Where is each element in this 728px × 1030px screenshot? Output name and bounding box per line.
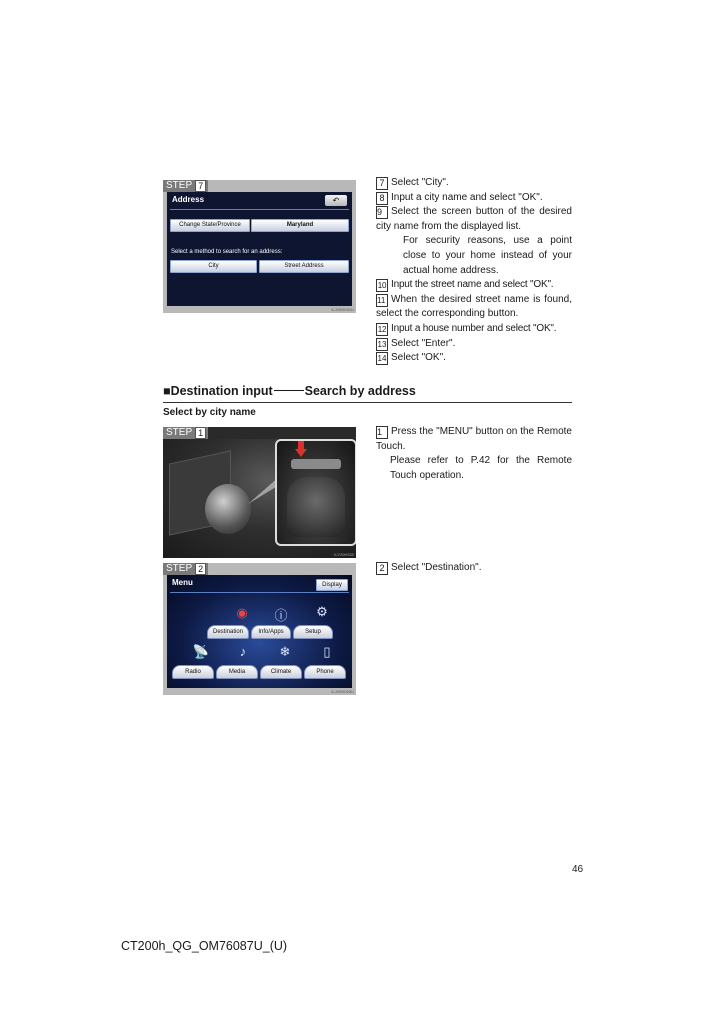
step-12: 12 Input a house number and select "OK".	[377, 322, 557, 334]
step-b2: 2 Select "Destination".	[376, 561, 572, 576]
phone-button[interactable]: Phone	[304, 665, 346, 679]
step7-screenshot	[163, 180, 356, 313]
steps-list	[376, 176, 572, 366]
radio-antenna-icon: 📡	[192, 644, 210, 659]
step-13: 13 Select "Enter".	[377, 337, 456, 349]
step2-screenshot	[163, 563, 356, 695]
state-value: Maryland	[251, 219, 349, 232]
climate-seat-icon: ❄	[279, 644, 291, 659]
divider	[170, 592, 349, 593]
remote-touch-photo	[163, 439, 356, 558]
method-prompt: Select a method to search for an address:	[171, 249, 283, 255]
section-bullet: ■	[163, 384, 171, 398]
menu-title: Menu	[172, 578, 193, 587]
step-b1: 1 Press the "MENU" button on the Remote Touch. Please refer to P.42 for the Remote Touch operation.	[376, 425, 572, 483]
step-10: 10 Input the street name and select "OK".	[377, 279, 554, 291]
setup-button[interactable]: Setup	[293, 625, 333, 639]
image-code: ILY20H330	[334, 552, 354, 557]
divider	[170, 209, 349, 210]
step1-photo	[163, 427, 356, 558]
image-code: ILJ0SH031U	[331, 307, 354, 312]
step-number: 2	[195, 563, 206, 575]
back-button[interactable]	[325, 195, 347, 206]
info-icon: ⓘ	[274, 608, 288, 623]
down-arrow-icon	[295, 441, 307, 457]
display-button[interactable]: Display	[316, 579, 348, 591]
back-arrow-icon: ↶	[332, 196, 340, 205]
subheading: Select by city name	[163, 407, 256, 418]
menu-screen	[167, 575, 352, 688]
street-address-button[interactable]: Street Address	[259, 260, 349, 273]
zoom-inset	[275, 439, 356, 546]
step-7: 7 Select "City".	[376, 176, 572, 191]
step-number: 7	[195, 180, 206, 192]
menu-button-highlight	[291, 459, 341, 469]
setup-gear-icon: ⚙	[316, 604, 328, 619]
phone-icon: ▯	[323, 644, 331, 659]
page-number: 46	[572, 864, 584, 875]
destination-pin-icon: ◉	[236, 605, 248, 620]
step-badge: STEP 1	[163, 427, 208, 439]
section-heading: ■Destination input Search by address	[163, 384, 416, 398]
step-14: 14 Select "OK".	[377, 352, 446, 364]
step-9: 9 Select the screen button of the desired city name from the displayed list.	[376, 206, 572, 232]
image-code: ILJ0SH028U	[331, 689, 354, 694]
radio-button[interactable]: Radio	[172, 665, 214, 679]
media-button[interactable]: Media	[216, 665, 258, 679]
step-badge: STEP 2	[163, 563, 208, 575]
step-b1-note: Please refer to P.42 for the Remote Touch operation.	[390, 455, 572, 481]
step-badge: STEP 7	[163, 180, 208, 192]
footer-code: CT200h_QG_OM76087U_(U)	[121, 939, 288, 953]
address-screen	[167, 192, 352, 306]
change-state-button[interactable]: Change State/Province	[170, 219, 250, 232]
city-button[interactable]: City	[170, 260, 257, 273]
info-apps-button[interactable]: Info/Apps	[251, 625, 291, 639]
climate-button[interactable]: Climate	[260, 665, 302, 679]
destination-button[interactable]: Destination	[207, 625, 249, 639]
section-rule	[163, 402, 572, 403]
step-9-note: For security reasons, use a point close to your home instead of your actual home address.	[403, 235, 572, 276]
screen-title: Address	[172, 195, 205, 204]
media-note-icon: ♪	[239, 644, 247, 659]
controller-body	[287, 477, 345, 537]
knob	[205, 484, 251, 534]
step-8: 8 Input a city name and select "OK".	[376, 191, 572, 206]
step-11: 11 When the desired street name is found, select the corresponding button.	[376, 293, 572, 320]
step-number: 1	[195, 427, 206, 439]
heading-dash	[274, 390, 304, 391]
